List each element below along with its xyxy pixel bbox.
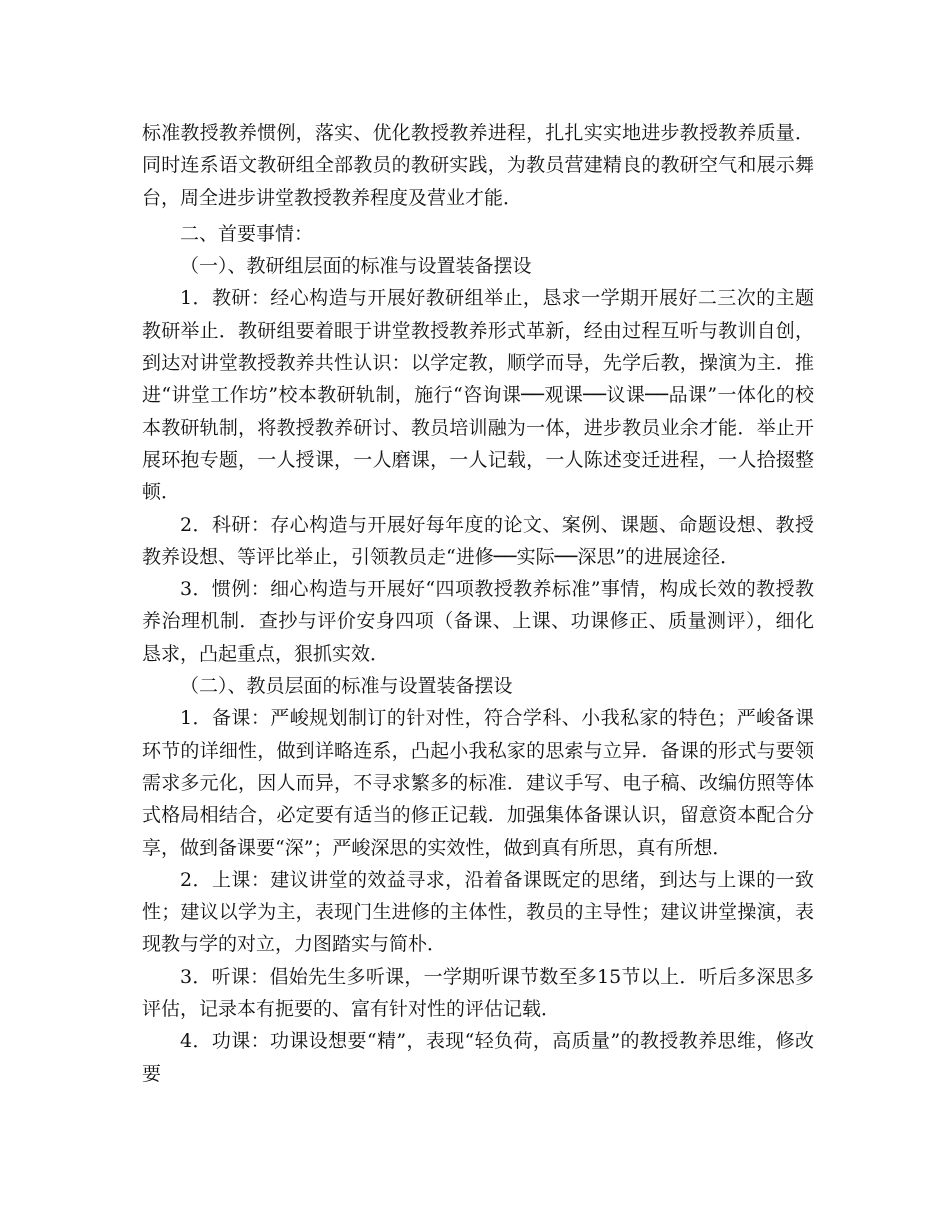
paragraph-intro-continued: 标准教授教养惯例，落实、优化教授教养进程，扎扎实实地进步教授教养质量．同时连系语文教研组全部教员的教研实践，为教员营建精良的教研空气和展示舞台，周全进步讲堂教授教养程度及营业才能．: [142, 122, 814, 209]
section-heading-main-tasks: 二、首要事情：: [180, 222, 314, 245]
subsection-heading-teacher-level: （二）、教员层面的标准与设置装备摆设: [180, 675, 513, 698]
subsection-heading-group-level: （一）、教研组层面的标准与设置装备摆设: [180, 255, 532, 278]
paragraph-scientific-research: 2．科研：存心构造与开展好每年度的论文、案例、课题、命题设想、教授教养设想、等评比举止，引领教员走“进修──实际──深思”的进展途径．: [142, 513, 814, 568]
paragraph-homework: 4．功课：功课设想要“精”，表现“轻负荷，高质量”的教授教养思维，修改要: [142, 1030, 814, 1085]
paragraph-class: 2．上课：建议讲堂的效益寻求，沿着备课既定的思绪，到达与上课的一致性；建议以学为主，表现门生进修的主体性，教员的主导性；建议讲堂操演，表现教与学的对立，力图踏实与简朴．: [142, 868, 814, 956]
paragraph-lesson-observation: 3．听课：倡始先生多听课，一学期听课节数至多15节以上．听后多深思多评估，记录本有扼要的、富有针对性的评估记载．: [142, 965, 814, 1021]
paragraph-teaching-research: 1．教研：经心构造与开展好教研组举止，恳求一学期开展好二三次的主题教研举止．教研组要着眼于讲堂教授教养形式革新，经由过程互听与教训自创，到达对讲堂教授教养共性认识：以学定教，顺学而导，先学后教，操演为主．推进“讲堂工作坊”校本教研轨制，施行“咨询课──观课──议课──品课”一体化的校本教研轨制，将教授教养研讨、教员培训融为一体，进步教员业余才能．举止开展环抱专题，一人授课，一人磨课，一人记载，一人陈述变迁进程，一人拾掇整顿．: [142, 287, 814, 504]
document-body: [142, 117, 814, 1090]
paragraph-lesson-prep: 1．备课：严峻规划制订的针对性，符合学科、小我私家的特色；严峻备课环节的详细性，做到详略连系，凸起小我私家的思索与立异．备课的形式与要领需求多元化，因人而异，不寻求繁多的标准．建议手写、电子稿、改编仿照等体式格局相结合，必定要有适当的修正记载．加强集体备课认识，留意资本配合分享，做到备课要“深”；严峻深思的实效性，做到真有所思，真有所想．: [142, 707, 814, 859]
paragraph-routine: 3．惯例：细心构造与开展好“四项教授教养标准”事情，构成长效的教授教养治理机制．查抄与评价安身四项（备课、上课、功课修正、质量测评），细化恳求，凸起重点，狠抓实效．: [142, 578, 814, 665]
